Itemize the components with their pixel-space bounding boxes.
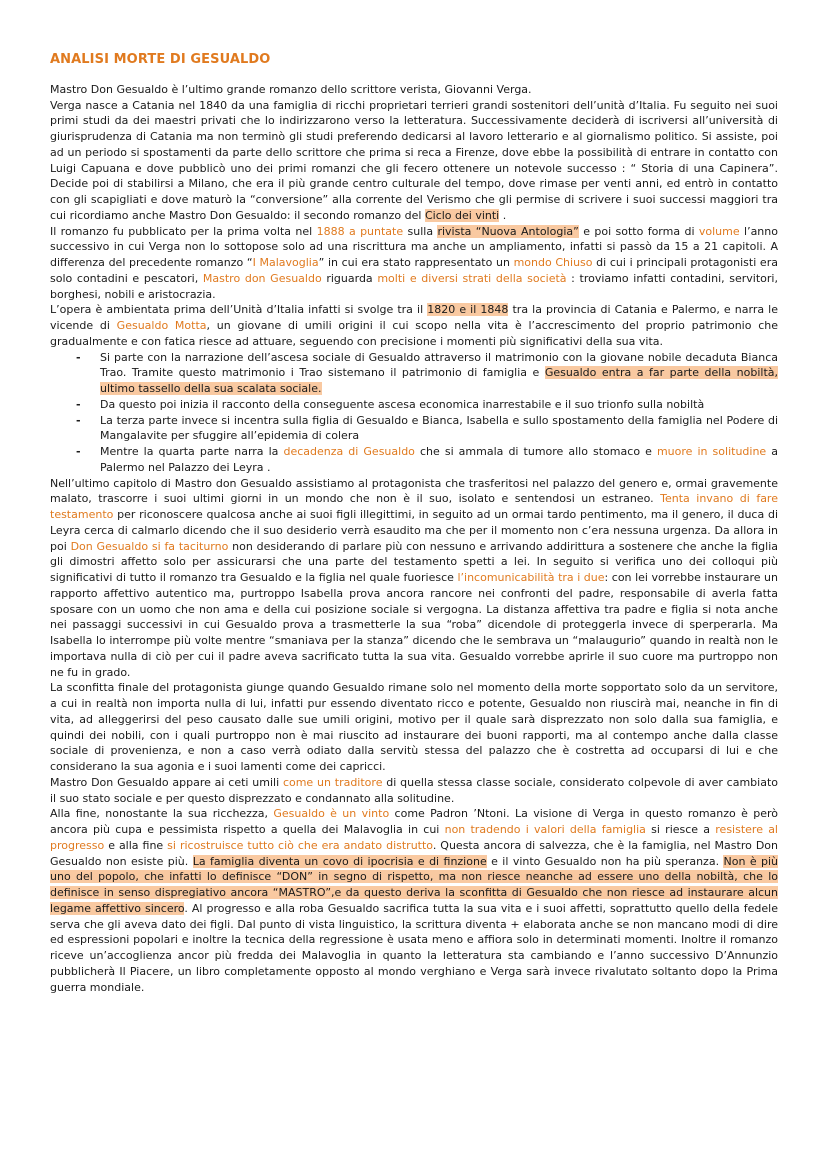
- paragraph: [50, 680, 778, 775]
- highlighted-text: Non è più uno del popolo, che infatti lo definisce “DON” in segno di rispetto, ma non riesce neanche ad essere uno della nobiltà, che lo definisce in senso dispregiativo ancora “MASTRO”,e da questo deriva la sconfitta di Gesualdo che non riesce ad instaurare alcun legame affettivo sincero: [50, 854, 779, 915]
- list-item: [100, 444, 778, 476]
- highlighted-text: Gesualdo entra a far parte della nobiltà, ultimo tassello della sua scalata sociale.: [100, 366, 778, 395]
- highlighted-text: Ciclo dei vinti: [424, 208, 500, 222]
- document-body: [50, 82, 778, 996]
- highlighted-text: 1820 e il 1848: [427, 303, 509, 317]
- text-run: come Padron ’Ntoni. La visione di Verga in questo romanzo è però ancora più cupa e pessimista rispetto a quella dei Malavoglia in cui: [50, 807, 779, 836]
- text-run: e alla fine: [104, 838, 168, 852]
- paragraph: [50, 302, 778, 349]
- text-run: : troviamo infatti contadini, servitori, borghesi, nobili e aristocrazia.: [50, 271, 778, 301]
- text-run: Si parte con la narrazione dell’ascesa sociale di Gesualdo attraverso il matrimonio con la giovane nobile decaduta Bianca Trao. Tramite questo matrimonio i Trao sistemano il patrimonio di famiglia e: [100, 350, 778, 380]
- document-page: [50, 52, 778, 995]
- text-run: di cui i principali protagonisti era solo contadini e pescatori,: [50, 256, 778, 285]
- text-run: . Questa ancora di salvezza, che è la famiglia, nel Mastro Don Gesualdo non esiste più.: [50, 838, 778, 868]
- text-run: tra la provincia di Catania e Palermo, e narra le vicende di: [50, 303, 779, 332]
- emphasized-text: resistere al progresso: [50, 823, 778, 852]
- text-run: , un giovane di umili origini il cui scopo nella vita è l’accrescimento del proprio patrimonio che gradualmente e con fatica riesce ad attuare, seguendo con precisione i momenti più significativi della sua vita.: [50, 319, 778, 348]
- paragraph: [50, 82, 778, 98]
- emphasized-text: molti e diversi strati della società: [377, 271, 567, 285]
- text-run: Il romanzo fu pubblicato per la prima volta nel: [50, 224, 317, 238]
- text-run: L’opera è ambientata prima dell’Unità d’Italia infatti si svolge tra il: [50, 303, 428, 317]
- text-run: Mastro Don Gesualdo appare ai ceti umili: [50, 775, 283, 789]
- text-run: ” in cui era stato rappresentato un: [318, 256, 514, 269]
- text-run: Mastro Don Gesualdo è l’ultimo grande romanzo dello scrittore verista, Giovanni Verga.: [50, 82, 532, 96]
- text-run: La sconfitta finale del protagonista giunge quando Gesualdo rimane solo nel momento della morte sopportato solo da un servitore, a cui in realtà non importa nulla di lui, infatti pur essendo diventato ricco e potente, Gesualdo non riuscirà mai, neanche in fin di vita, ad alleggerirsi del peso causato dalle sue umili origini, motivo per il quale sarà disprezzato non solo dalla sua famiglia, e quindi dei nobili, con i quali purtroppo non è mai riuscito ad instaurare dei buoni rapporti, ma al contempo anche dalla classe sociale di provenienza, e non a caso verrà odiato dalla servitù stessa del palazzo che è costretta ad occuparsi di lui e che considerano la sua agonia e i suoi lamenti come dei capricci.: [50, 681, 778, 773]
- text-run: .: [499, 208, 507, 222]
- emphasized-text: muore in solitudine: [656, 445, 767, 458]
- emphasized-text: Mastro don Gesualdo: [202, 271, 322, 285]
- emphasized-text: si ricostruisce tutto ciò che era andato distrutto: [167, 838, 433, 852]
- text-run: . Al progresso e alla roba Gesualdo sacrifica tutta la sua vita e i suoi affetti, soprattutto quello della fedele serva che gli aveva dato dei figli. Dal punto di vista linguistico, la scrittura diventa + elaborata anche se non mancano modi di dire ed espressioni popolari e inoltre la tecnica della regressione è usata meno e affiora solo in determinati momenti. Inoltre il romanzo riceve un’accoglienza ancor più fredda dei Malavoglia in quanto la letteratura sta cambiando e l’anno successivo D’Annunzio pubblicherà Il Piacere, un libro completamente opposto al mondo verghiano e Verga sarà invece rivalutato soltanto dopo la Prima guerra mondiale.: [50, 901, 778, 994]
- document-title: ANALISI MORTE DI GESUALDO: [50, 52, 271, 67]
- emphasized-text: volume: [698, 224, 740, 238]
- text-run: si riesce a: [645, 823, 716, 836]
- list-item: [100, 413, 778, 445]
- text-run: per riconoscere qualcosa anche ai suoi figli illegittimi, in seguito ad un ormai tardo pentimento, ma il genero, il duca di Leyra cerca di calmarlo dicendo che il suo desiderio verrà esaudito ma che per il momento non c’era nessuna urgenza. Da allora in poi: [50, 508, 778, 553]
- text-run: e il vinto Gesualdo non ha più speranza.: [486, 854, 724, 868]
- text-run: : con lei vorrebbe instaurare un rapporto affettivo autentico ma, purtroppo Isabella prova ancora rancore nei confronti del padre, responsabile di averla fatta sposare con un uomo che non ama e della cui posizione sociale si vergogna. La distanza affettiva tra padre e figlia si nota anche nei passaggi successivi in cui Gesualdo prova a trasmetterle la sua “roba” dicendole di proteggerla invece di sperperarla. Ma Isabella lo interrompe più volte mentre “smaniava per la stanza” dicendo che le sembrava un “malaugurio” quando in realtà non le importava nulla di ciò per cui il padre aveva sacrificato tutta la sua vita. Gesualdo vorrebbe aprirle il suo cuore ma purtroppo non ne fu in grado.: [50, 571, 778, 679]
- emphasized-text: non tradendo i valori della famiglia: [444, 823, 646, 836]
- paragraph: [50, 98, 778, 224]
- text-run: riguarda: [321, 271, 378, 285]
- text-run: e poi sotto forma di: [578, 224, 699, 238]
- text-run: sulla: [403, 224, 438, 238]
- list-item: [100, 397, 778, 413]
- emphasized-text: Gesualdo è un vinto: [273, 807, 390, 821]
- text-run: l’anno successivo in cui Verga non lo sottopose solo ad una riscrittura ma anche un ampliamento, infatti si passò da 15 a 21 capitoli. A differenza del precedente romanzo “: [50, 224, 778, 269]
- emphasized-text: Gesualdo Motta: [116, 319, 207, 332]
- text-run: La terza parte invece si incentra sulla figlia di Gesualdo e Bianca, Isabella e sullo spostamento della famiglia nel Podere di Mangalavite per sfuggire all’epidemia di colera: [100, 413, 778, 443]
- list-item: [100, 350, 778, 397]
- emphasized-text: decadenza di Gesualdo: [283, 445, 415, 458]
- text-run: di quella stessa classe sociale, considerato colpevole di aver cambiato il suo stato sociale e per questo disprezzato e condannato alla solitudine.: [50, 775, 778, 805]
- text-run: Nell’ultimo capitolo di Mastro don Gesualdo assistiamo al protagonista che trasferitosi nel palazzo del genero e, ormai gravemente malato, trascorre i suoi ultimi giorni in un mondo che non è il suo, isolato e sentendosi un estraneo.: [50, 476, 778, 506]
- emphasized-text: 1888 a puntate: [316, 224, 404, 238]
- paragraph: [50, 476, 778, 681]
- emphasized-text: l’incomunicabilità tra i due: [457, 571, 605, 584]
- emphasized-text: mondo Chiuso: [513, 256, 593, 269]
- bullet-list: [50, 350, 778, 476]
- text-run: Da questo poi inizia il racconto della conseguente ascesa economica inarrestabile e il suo trionfo sulla nobiltà: [100, 397, 705, 411]
- text-run: non desiderando di parlare più con nessuno e arrivando addirittura a sostenere che anche la figlia gli dimostri affetto solo per assicurarsi che una parte del testamento spetti a lei. In seguito si verifica uno dei colloqui più significativi di tutto il romanzo tra Gesualdo e la figlia nel quale fuoriesce: [50, 539, 778, 584]
- paragraph: [50, 806, 778, 995]
- text-run: a Palermo nel Palazzo dei Leyra .: [100, 445, 779, 474]
- paragraph: [50, 224, 778, 303]
- text-run: Alla fine, nonostante la sua ricchezza,: [50, 807, 274, 821]
- highlighted-text: rivista “Nuova Antologia”: [437, 224, 579, 238]
- emphasized-text: Don Gesualdo si fa taciturno: [70, 539, 229, 553]
- text-run: che si ammala di tumore allo stomaco e: [414, 445, 657, 458]
- emphasized-text: I Malavoglia: [252, 256, 319, 269]
- text-run: Verga nasce a Catania nel 1840 da una famiglia di ricchi proprietari terrieri grandi sostenitori dell’unità d’Italia. Fu seguito nei suoi primi studi da dei maestri privati che lo indirizzarono verso la letteratura. Successivamente deciderà di iscriversi all’università di giurisprudenza di Catania ma non terminò gli studi preferendo dedicarsi al lavoro letterario e al giornalismo politico. Si assiste, poi ad un periodo si spostamenti da parte dello scrittore che prima si reca a Firenze, dove ebbe la possibilità di entrare in contatto con Luigi Capuana e dove pubblicò uno dei primi romanzi che gli fecero ottenere un notevole successo : “ Storia di una Capinera”. Decide poi di stabilirsi a Milano, che era il più grande centro culturale del tempo, dove rimase per venti anni, ed entrò in contatto con gli scapigliati e dove maturò la “conversione” alla corrente del Verismo che gli permise di scrivere i suoi successi maggiori tra cui ricordiamo anche Mastro Don Gesualdo: il secondo romanzo del: [50, 98, 778, 222]
- emphasized-text: come un traditore: [282, 775, 383, 789]
- text-run: Mentre la quarta parte narra la: [100, 445, 284, 458]
- emphasized-text: Tenta invano di fare testamento: [50, 492, 778, 521]
- paragraph: [50, 775, 778, 807]
- highlighted-text: La famiglia diventa un covo di ipocrisia e di finzione: [192, 854, 487, 868]
